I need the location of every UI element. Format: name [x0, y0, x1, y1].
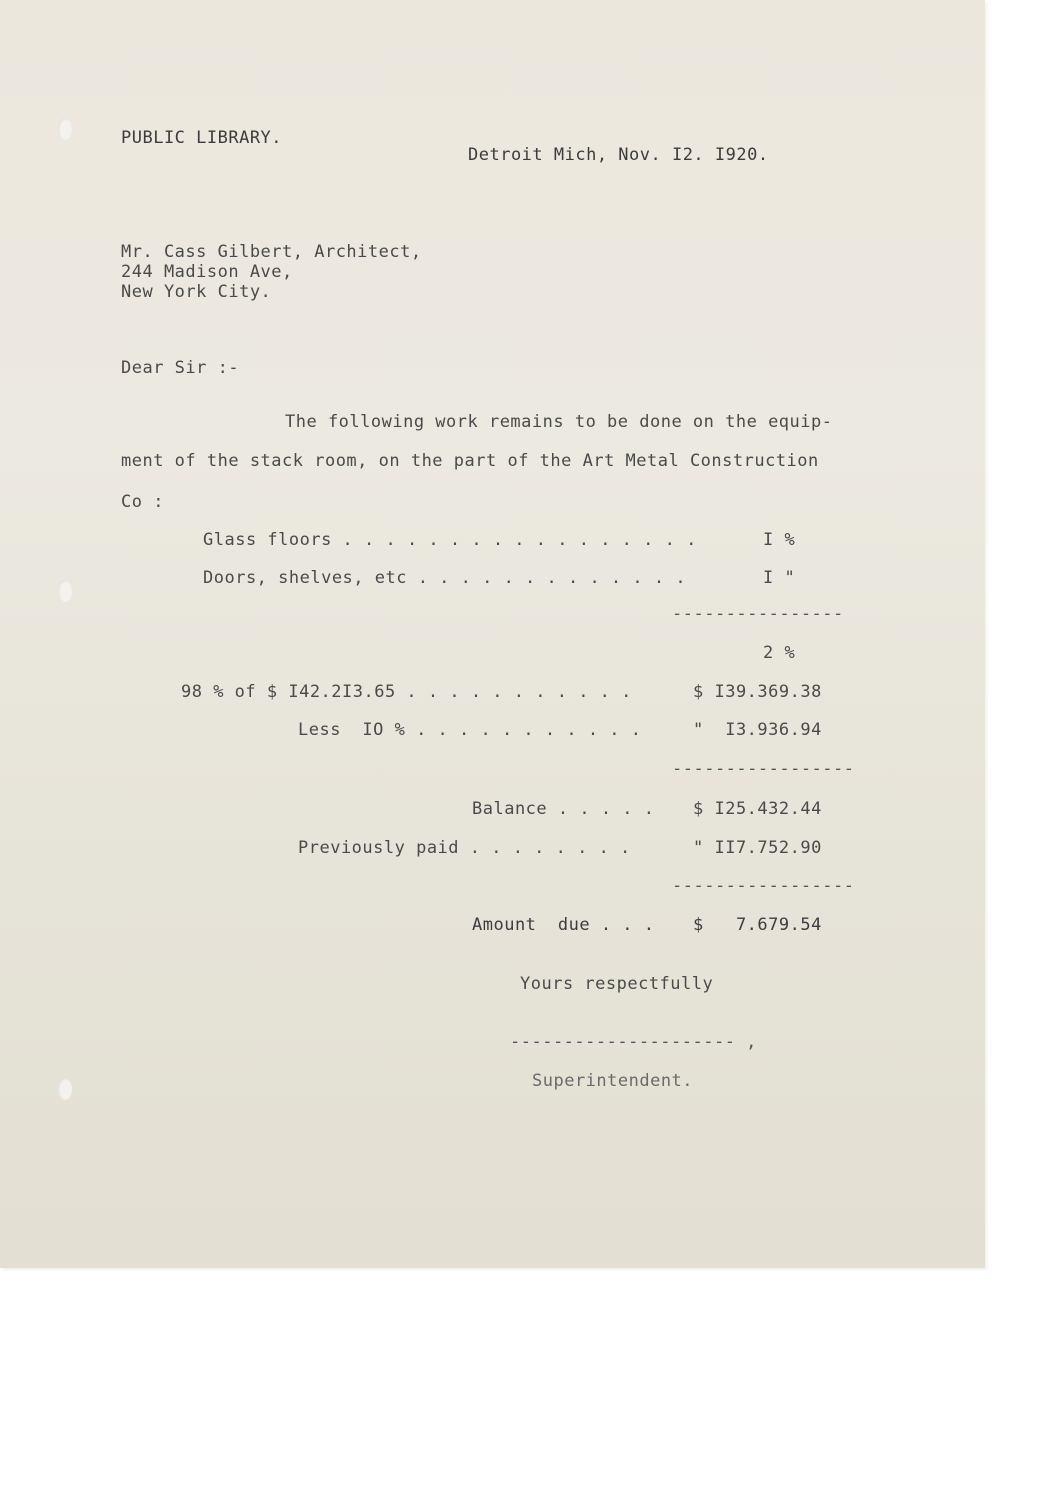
item-value: I " — [763, 568, 796, 588]
signature-line: --------------------- , — [510, 1032, 757, 1052]
punch-hole — [58, 1078, 72, 1100]
sum-rule: ----------------- — [672, 759, 855, 779]
item-value: I % — [763, 530, 796, 550]
less-label: Less IO % . . . . . . . . . . . — [298, 720, 642, 740]
amount-due-value: $ 7.679.54 — [693, 915, 822, 935]
balance-label: Balance . . . . . — [472, 799, 655, 819]
recipient-line-3: New York City. — [121, 282, 272, 302]
dateline: Detroit Mich, Nov. I2. I920. — [468, 145, 769, 165]
gross-label: 98 % of $ I42.2I3.65 . . . . . . . . . . . — [181, 682, 632, 702]
subtotal: 2 % — [763, 643, 796, 663]
balance-value: $ I25.432.44 — [693, 799, 822, 819]
closing: Yours respectfully — [520, 974, 714, 994]
punch-hole — [58, 580, 72, 602]
sum-rule: ----------------- — [672, 876, 855, 896]
prev-paid-label: Previously paid . . . . . . . . — [298, 838, 631, 858]
sum-rule: ---------------- — [672, 604, 844, 624]
recipient-line-1: Mr. Cass Gilbert, Architect, — [121, 242, 422, 262]
gross-value: $ I39.369.38 — [693, 682, 822, 702]
body-line-3: Co : — [121, 492, 164, 512]
prev-paid-value: " II7.752.90 — [693, 838, 822, 858]
item-label: Doors, shelves, etc . . . . . . . . . . . . . — [203, 568, 687, 588]
body-line-1: The following work remains to be done on the equip- — [285, 412, 833, 432]
less-value: " I3.936.94 — [693, 720, 822, 740]
body-line-2: ment of the stack room, on the part of the Art Metal Construction — [121, 451, 819, 471]
letterhead: PUBLIC LIBRARY. — [121, 128, 283, 148]
salutation: Dear Sir :- — [121, 358, 240, 378]
amount-due-label: Amount due . . . — [472, 915, 655, 935]
signature-title: Superintendent. — [532, 1071, 694, 1091]
item-label: Glass floors . . . . . . . . . . . . . . . . . — [203, 530, 697, 550]
recipient-line-2: 244 Madison Ave, — [121, 262, 293, 282]
punch-hole — [58, 118, 72, 140]
